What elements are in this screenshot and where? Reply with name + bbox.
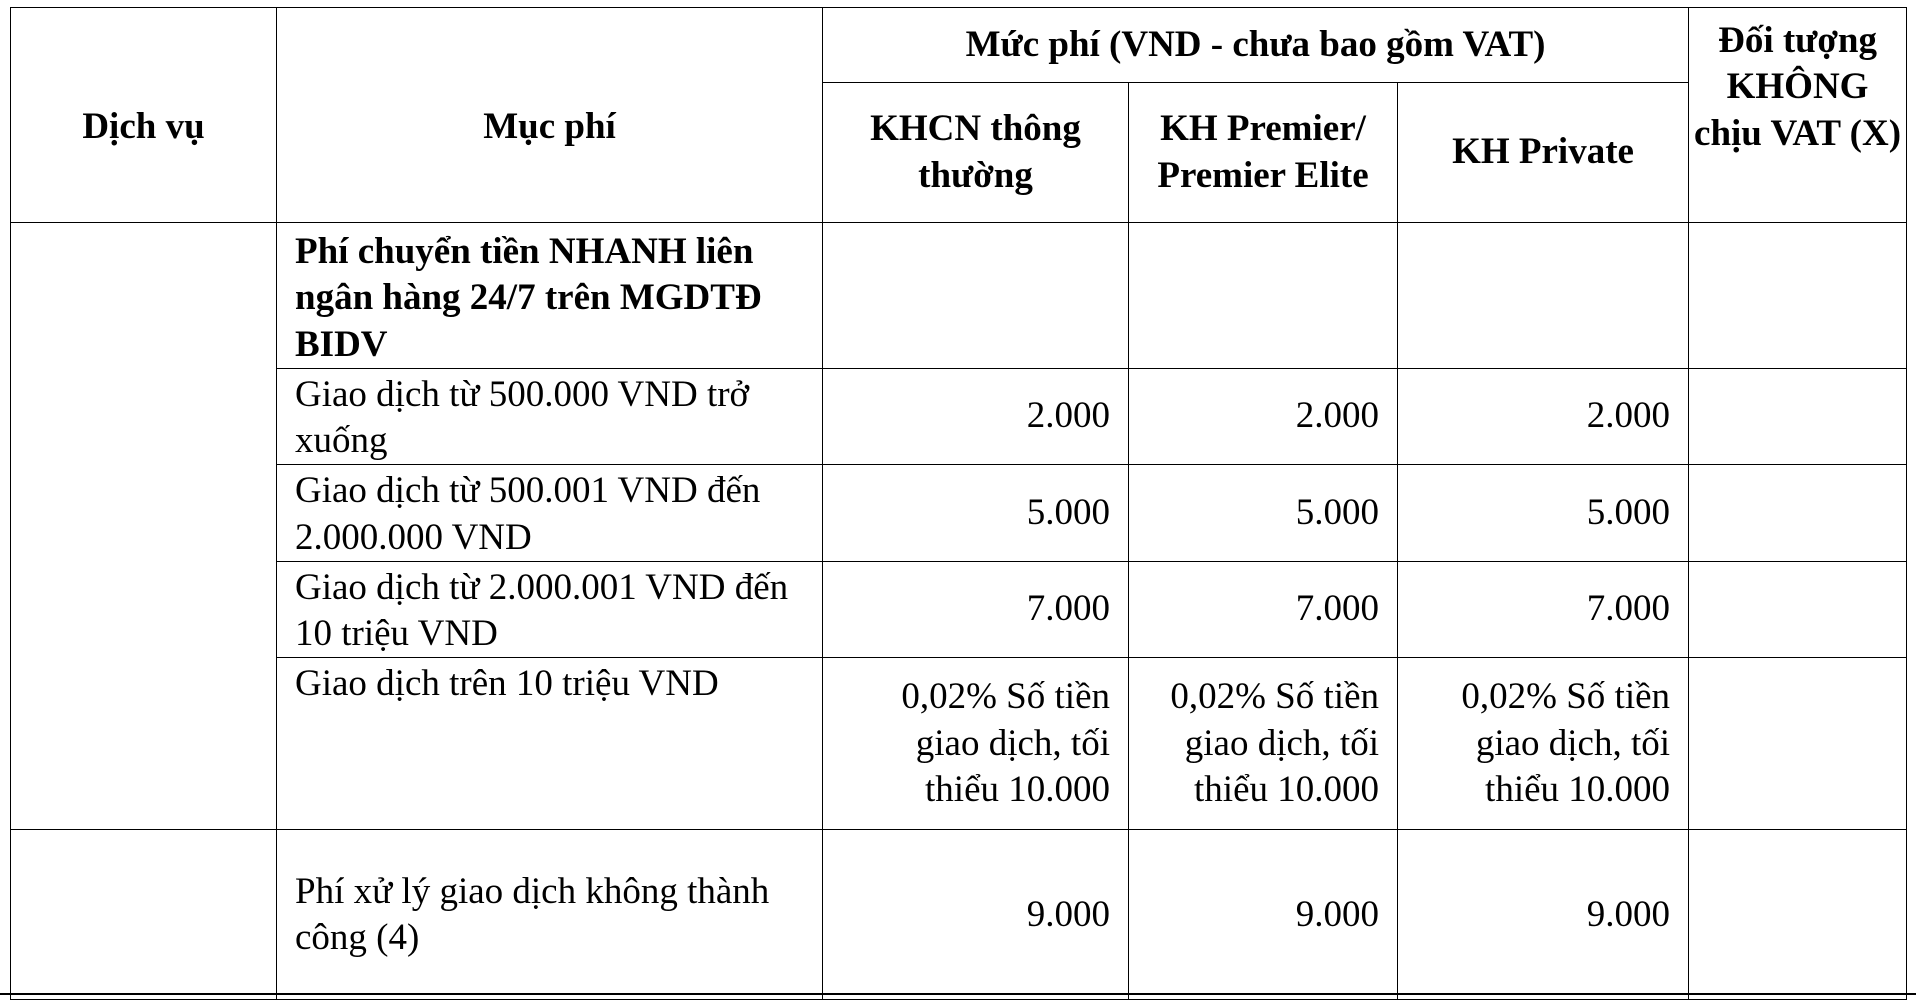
row-label: Giao dịch từ 500.001 VND đến 2.000.000 VND	[277, 465, 823, 562]
header-row-top	[11, 8, 1907, 83]
section-cell-no-vat	[1689, 223, 1907, 369]
fee-normal: 2.000	[823, 368, 1129, 465]
row-label: Giao dịch từ 2.000.001 VND đến 10 triệu VND	[277, 561, 823, 658]
bottom-divider	[0, 993, 1916, 995]
failed-transaction-row	[11, 830, 1907, 1000]
row-label: Phí xử lý giao dịch không thành công (4)	[277, 830, 823, 1000]
fee-table	[10, 7, 1907, 1000]
fee-normal: 9.000	[823, 830, 1129, 1000]
no-vat-cell	[1689, 561, 1907, 658]
service-cell-failed	[11, 830, 277, 1000]
fee-private: 0,02% Số tiền giao dịch, tối thiểu 10.000	[1398, 658, 1689, 830]
section-row	[11, 223, 1907, 369]
header-tier-private: KH Private	[1398, 83, 1689, 223]
fee-premier: 5.000	[1129, 465, 1398, 562]
header-fee-level: Mức phí (VND - chưa bao gồm VAT)	[823, 8, 1689, 83]
fee-normal: 5.000	[823, 465, 1129, 562]
table-row	[11, 368, 1907, 465]
no-vat-cell	[1689, 658, 1907, 830]
table-row	[11, 561, 1907, 658]
section-cell-private	[1398, 223, 1689, 369]
service-cell-blank	[11, 223, 277, 830]
fee-normal: 0,02% Số tiền giao dịch, tối thiểu 10.000	[823, 658, 1129, 830]
fee-premier: 7.000	[1129, 561, 1398, 658]
section-cell-normal	[823, 223, 1129, 369]
fee-private: 5.000	[1398, 465, 1689, 562]
fee-premier: 9.000	[1129, 830, 1398, 1000]
fee-premier: 0,02% Số tiền giao dịch, tối thiểu 10.000	[1129, 658, 1398, 830]
section-title: Phí chuyển tiền NHANH liên ngân hàng 24/7 trên MGDTĐ BIDV	[277, 223, 823, 369]
header-fee-item: Mục phí	[277, 8, 823, 223]
header-tier-premier: KH Premier/ Premier Elite	[1129, 83, 1398, 223]
fee-private: 9.000	[1398, 830, 1689, 1000]
no-vat-cell	[1689, 465, 1907, 562]
fee-private: 7.000	[1398, 561, 1689, 658]
table-row	[11, 465, 1907, 562]
fee-private: 2.000	[1398, 368, 1689, 465]
fee-normal: 7.000	[823, 561, 1129, 658]
no-vat-cell	[1689, 830, 1907, 1000]
row-label: Giao dịch từ 500.000 VND trở xuống	[277, 368, 823, 465]
table-row	[11, 658, 1907, 830]
row-label: Giao dịch trên 10 triệu VND	[277, 658, 823, 830]
fee-premier: 2.000	[1129, 368, 1398, 465]
header-service: Dịch vụ	[11, 8, 277, 223]
no-vat-cell	[1689, 368, 1907, 465]
section-cell-premier	[1129, 223, 1398, 369]
header-tier-normal: KHCN thông thường	[823, 83, 1129, 223]
header-no-vat: Đối tượng KHÔNG chịu VAT (X)	[1689, 8, 1907, 223]
